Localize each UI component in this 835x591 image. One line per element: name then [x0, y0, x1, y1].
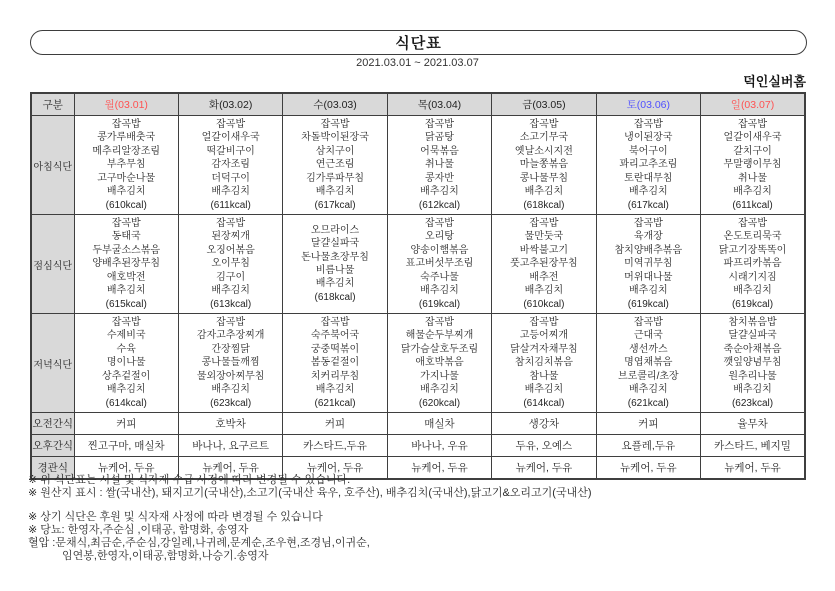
menu-item: 물외장아찌무침	[196, 370, 265, 382]
menu-item: 꽈리고추조림	[619, 159, 678, 171]
table-row	[31, 116, 805, 215]
menu-item: 얼갈이새우국	[201, 132, 260, 144]
footnote-diabetes-list: ※ 당뇨: 한영자,주순심 ,이태공, 함명화, 송영자	[28, 524, 249, 536]
menu-cell	[387, 116, 491, 215]
menu-item: 파프리카볶음	[723, 258, 782, 270]
table-row	[31, 435, 805, 457]
menu-cell	[178, 314, 282, 413]
menu-cell	[283, 116, 387, 215]
menu-item: 참나물	[529, 370, 559, 382]
footnote-origin-labeling: ※ 원산지 표시 : 쌀(국내산), 돼지고기(국내산),소고기(국내산 육우, 호주산), 배추김치(국내산),닭고기&오리고기(국내산)	[28, 487, 592, 499]
menu-item: (611kcal)	[210, 199, 251, 211]
footnote-sponsor-notice: ※ 상기 식단은 후원 및 식자재 사정에 따라 변경될 수 있습니다	[28, 511, 323, 523]
menu-item: 배추김치	[106, 285, 146, 297]
header-row	[31, 93, 805, 116]
menu-item: 돈나물초장무침	[301, 251, 369, 263]
menu-item: 배추김치	[211, 285, 250, 297]
menu-item: 닭살겨자채무침	[510, 343, 578, 355]
menu-cell	[492, 116, 596, 215]
menu-item: 차돌박이된장국	[301, 132, 369, 144]
menu-item: (623kcal)	[731, 397, 774, 409]
menu-cell: 뉴케어, 두유	[74, 457, 178, 480]
menu-cell: 카스타드,두유	[283, 435, 387, 457]
menu-cell	[701, 314, 805, 413]
menu-item: 숙주나물	[420, 271, 459, 283]
menu-item: 명엽채볶음	[624, 357, 673, 369]
menu-item: 어묵볶음	[420, 145, 459, 157]
menu-item: 배추김치	[629, 186, 668, 198]
menu-item: 생선까스	[629, 343, 668, 355]
menu-item: 냉이된장국	[624, 132, 673, 144]
menu-cell: 뉴케어, 두유	[701, 457, 805, 480]
menu-item: 얼갈이새우국	[723, 132, 782, 144]
menu-item: 북어구이	[629, 145, 668, 157]
row-label: 점심식단	[31, 215, 74, 314]
row-label: 오후간식	[31, 435, 74, 457]
row-label: 아침식단	[31, 116, 74, 215]
menu-item: 잡곡밥	[424, 119, 454, 131]
menu-cell	[74, 116, 178, 215]
menu-item: (619kcal)	[627, 298, 669, 310]
menu-item: (619kcal)	[731, 298, 774, 310]
row-label: 저녁식단	[31, 314, 74, 413]
menu-cell	[74, 314, 178, 413]
menu-item: 잡곡밥	[216, 218, 246, 230]
menu-cell: 커피	[596, 413, 700, 435]
date-range: 2021.03.01 ~ 2021.03.07	[356, 57, 479, 69]
menu-item: 궁중떡볶이	[310, 343, 360, 355]
menu-item: 배추김치	[420, 186, 459, 198]
menu-cell: 뉴케어, 두유	[596, 457, 700, 480]
menu-cell: 뉴케어, 두유	[492, 457, 596, 480]
menu-item: 부추무침	[106, 159, 146, 171]
menu-item: (617kcal)	[627, 199, 669, 211]
menu-item: 잡곡밥	[633, 218, 663, 230]
menu-item: 애호박전	[106, 271, 146, 283]
menu-item: 고등어찌개	[519, 330, 569, 342]
menu-cell: 찐고구마, 매실차	[74, 435, 178, 457]
menu-item: 김가루파무침	[306, 172, 365, 184]
menu-item: 오리탕	[424, 231, 454, 243]
menu-item: 죽순아채볶음	[723, 343, 782, 355]
menu-item: 잡곡밥	[216, 317, 246, 329]
menu-cell	[701, 116, 805, 215]
menu-item: (610kcal)	[523, 298, 565, 310]
footnote-bloodpressure-list-cont: 임연봉,한영자,이태공,함명화,나승기.송영자	[62, 550, 269, 562]
menu-item: 머위대나물	[624, 271, 673, 283]
title-banner	[30, 30, 807, 55]
menu-item: 잡곡밥	[738, 119, 767, 131]
menu-item: (620kcal)	[418, 397, 461, 409]
menu-item: 브로콜리/초장	[617, 370, 679, 382]
menu-item: 잡곡밥	[111, 119, 141, 131]
menu-item: 더덕구이	[211, 172, 250, 184]
menu-item: 취나물	[738, 172, 767, 184]
menu-item: 참치볶음밥	[728, 317, 777, 329]
menu-item: 감자고추장찌개	[196, 330, 265, 342]
menu-item: 바싹불고기	[519, 244, 569, 256]
menu-item: 해물순두부찌개	[405, 330, 474, 342]
menu-item: 배추김치	[420, 285, 459, 297]
menu-item: 원추리나물	[728, 370, 777, 382]
menu-item: 수제비국	[106, 330, 146, 342]
menu-item: 표고버섯무조림	[405, 258, 474, 270]
menu-cell: 뉴케어, 두유	[178, 457, 282, 480]
menu-item: 달걀실파국	[728, 330, 777, 342]
footnotes	[28, 474, 592, 563]
menu-cell	[283, 314, 387, 413]
menu-item: (615kcal)	[105, 298, 147, 310]
menu-item: (618kcal)	[314, 291, 356, 303]
menu-item: 오이무침	[211, 258, 250, 270]
menu-item: 콩나물무침	[519, 172, 569, 184]
menu-cell	[492, 314, 596, 413]
menu-item: 시래기지짐	[728, 271, 777, 283]
menu-item: 배추김치	[211, 186, 250, 198]
menu-item: (621kcal)	[314, 397, 356, 409]
page-title: 식단표	[395, 35, 442, 52]
table-row	[31, 215, 805, 314]
menu-cell: 요플레,두유	[596, 435, 700, 457]
menu-cell: 바나나, 요구르트	[178, 435, 282, 457]
menu-item: 소고기무국	[519, 132, 569, 144]
menu-item: 잡곡밥	[320, 317, 350, 329]
menu-item: 가지나물	[420, 370, 459, 382]
menu-item: (621kcal)	[627, 397, 669, 409]
menu-item: 된장찌개	[211, 231, 250, 243]
menu-item: 닭고기장똑똑이	[718, 244, 787, 256]
menu-item: 배추김치	[211, 384, 250, 396]
menu-item: 육개장	[633, 231, 663, 243]
menu-item: (618kcal)	[523, 199, 565, 211]
menu-item: 오므라이스	[310, 224, 360, 236]
day-header-4: 금(03.05)	[492, 93, 596, 116]
menu-cell	[178, 116, 282, 215]
menu-item: 잡곡밥	[111, 218, 141, 230]
day-header-1: 화(03.02)	[178, 93, 282, 116]
menu-table-body	[31, 116, 805, 480]
menu-cell: 뉴케어, 두유	[387, 457, 491, 480]
menu-cell	[387, 314, 491, 413]
menu-item: 잡곡밥	[320, 119, 350, 131]
menu-item: 잡곡밥	[633, 119, 663, 131]
menu-item: 근대국	[633, 330, 663, 342]
menu-item: 배추김치	[733, 186, 772, 198]
menu-item: 배추김치	[733, 285, 772, 297]
menu-item: 고구마순나물	[97, 172, 156, 184]
menu-item: 참치양배추볶음	[614, 244, 683, 256]
footnote-change-notice: ※ 위 식단표는 시설 및 식자재 수급 사정에 따라 변경될 수 있습니다.	[28, 474, 351, 486]
menu-item: 잡곡밥	[529, 119, 559, 131]
menu-item: (610kcal)	[105, 199, 147, 211]
menu-item: 잡곡밥	[424, 218, 454, 230]
menu-item: 달걀실파국	[310, 238, 360, 250]
menu-item: 명이나물	[106, 357, 146, 369]
menu-item: 취나물	[424, 159, 454, 171]
menu-cell	[387, 215, 491, 314]
day-header-6: 일(03.07)	[701, 93, 805, 116]
menu-cell: 생강차	[492, 413, 596, 435]
menu-item: 물만둣국	[524, 231, 564, 243]
menu-cell: 호박차	[178, 413, 282, 435]
menu-item: 양배추된장무침	[92, 258, 161, 270]
day-header-2: 수(03.03)	[283, 93, 387, 116]
menu-item: 온도토리묵국	[723, 231, 782, 243]
menu-item: 수육	[116, 343, 136, 355]
menu-cell: 율무차	[701, 413, 805, 435]
menu-item: 잡곡밥	[111, 317, 141, 329]
menu-item: 봄동겉절이	[310, 357, 360, 369]
menu-item: 잡곡밥	[216, 119, 246, 131]
menu-item: 숙주북어국	[310, 330, 360, 342]
facility-name: 덕인실버홈	[743, 74, 806, 89]
menu-item: 동태국	[111, 231, 141, 243]
menu-item: 치커리무침	[310, 370, 360, 382]
menu-item: 잡곡밥	[529, 218, 559, 230]
menu-item: (619kcal)	[418, 298, 461, 310]
menu-item: 풋고추된장무침	[510, 258, 578, 270]
menu-item: 무말랭이무침	[723, 159, 782, 171]
menu-item: (623kcal)	[210, 397, 252, 409]
row-label: 오전간식	[31, 413, 74, 435]
row-label: 경관식	[31, 457, 74, 480]
menu-item: 연근조림	[315, 159, 355, 171]
menu-item: 비름나물	[315, 265, 355, 276]
menu-item: 배추김치	[315, 278, 355, 290]
menu-item: 참치김치볶음	[514, 357, 573, 369]
menu-cell	[74, 215, 178, 314]
menu-item: 잡곡밥	[738, 218, 767, 230]
menu-item: (612kcal)	[418, 199, 461, 211]
menu-cell: 커피	[74, 413, 178, 435]
menu-cell: 뉴케어, 두유	[283, 457, 387, 480]
table-row	[31, 413, 805, 435]
menu-item: 애호박볶음	[415, 357, 464, 369]
day-header-0: 월(03.01)	[74, 93, 178, 116]
menu-item: 배추김치	[315, 384, 355, 396]
menu-item: 오징어볶음	[206, 244, 255, 256]
menu-cell	[596, 215, 700, 314]
menu-cell	[596, 116, 700, 215]
day-header-5: 토(03.06)	[596, 93, 700, 116]
menu-item: 양송이햄볶음	[410, 244, 469, 256]
menu-item: 메추리알장조림	[92, 145, 161, 157]
menu-cell: 두유, 오예스	[492, 435, 596, 457]
menu-item: 미역귀무침	[624, 258, 673, 270]
menu-item: 갈치구이	[733, 145, 772, 157]
menu-item: 닭곰탕	[424, 132, 454, 144]
menu-item: 두부굴소스볶음	[92, 244, 161, 256]
menu-item: 콩자반	[424, 172, 454, 184]
menu-item: (611kcal)	[732, 199, 773, 211]
menu-item: 닭가슴살호두조림	[400, 343, 479, 355]
menu-cell: 카스타드, 베지밀	[701, 435, 805, 457]
menu-cell: 커피	[283, 413, 387, 435]
menu-item: 마늘쫑볶음	[519, 159, 569, 171]
menu-table-header	[31, 93, 805, 116]
menu-item: 배추김치	[106, 186, 146, 198]
menu-item: 간장찜닭	[211, 343, 250, 355]
menu-item: 잡곡밥	[424, 317, 454, 329]
menu-item: (614kcal)	[105, 397, 147, 409]
menu-cell	[492, 215, 596, 314]
menu-cell	[178, 215, 282, 314]
menu-item: 배추김치	[629, 285, 668, 297]
menu-item: 옛날소시지전	[514, 145, 573, 157]
footnote-bloodpressure-list: 혈압 :문채식,최금순,주순심,강일례,나귀례,문계순,조우현,조경님,이귀순,	[28, 537, 370, 549]
menu-item: 감자조림	[211, 159, 250, 171]
menu-item: 배추김치	[524, 285, 564, 297]
menu-item: (613kcal)	[210, 298, 252, 310]
menu-cell: 바나나, 우유	[387, 435, 491, 457]
menu-item: 배추김치	[524, 186, 564, 198]
menu-item: 김구이	[216, 271, 246, 283]
menu-item: 깻잎양념무침	[723, 357, 782, 369]
menu-item: 콩가루배춧국	[97, 132, 156, 144]
table-row	[31, 314, 805, 413]
menu-item: 배추김치	[524, 384, 564, 396]
menu-item: 삼치구이	[315, 145, 355, 157]
menu-item: 잡곡밥	[633, 317, 663, 329]
menu-item: 배추김치	[629, 384, 668, 396]
menu-item: 배추김치	[420, 384, 459, 396]
menu-cell: 매실차	[387, 413, 491, 435]
menu-item: 콩나물들깨찜	[201, 357, 260, 369]
menu-item: (617kcal)	[314, 199, 356, 211]
menu-item: 토란대무침	[624, 172, 673, 184]
menu-cell	[596, 314, 700, 413]
menu-cell	[283, 215, 387, 314]
corner-header: 구분	[31, 93, 74, 116]
menu-cell	[701, 215, 805, 314]
menu-item: 상추겉절이	[102, 370, 151, 382]
menu-table	[30, 92, 806, 480]
menu-item: 잡곡밥	[529, 317, 559, 329]
menu-item: 배추김치	[106, 384, 146, 396]
day-header-3: 목(03.04)	[387, 93, 491, 116]
menu-item: 배추김치	[315, 186, 355, 198]
menu-item: 배추김치	[733, 384, 772, 396]
menu-item: 배추전	[529, 271, 559, 283]
menu-item: 떡갈비구이	[206, 145, 255, 157]
menu-item: (614kcal)	[523, 397, 565, 409]
